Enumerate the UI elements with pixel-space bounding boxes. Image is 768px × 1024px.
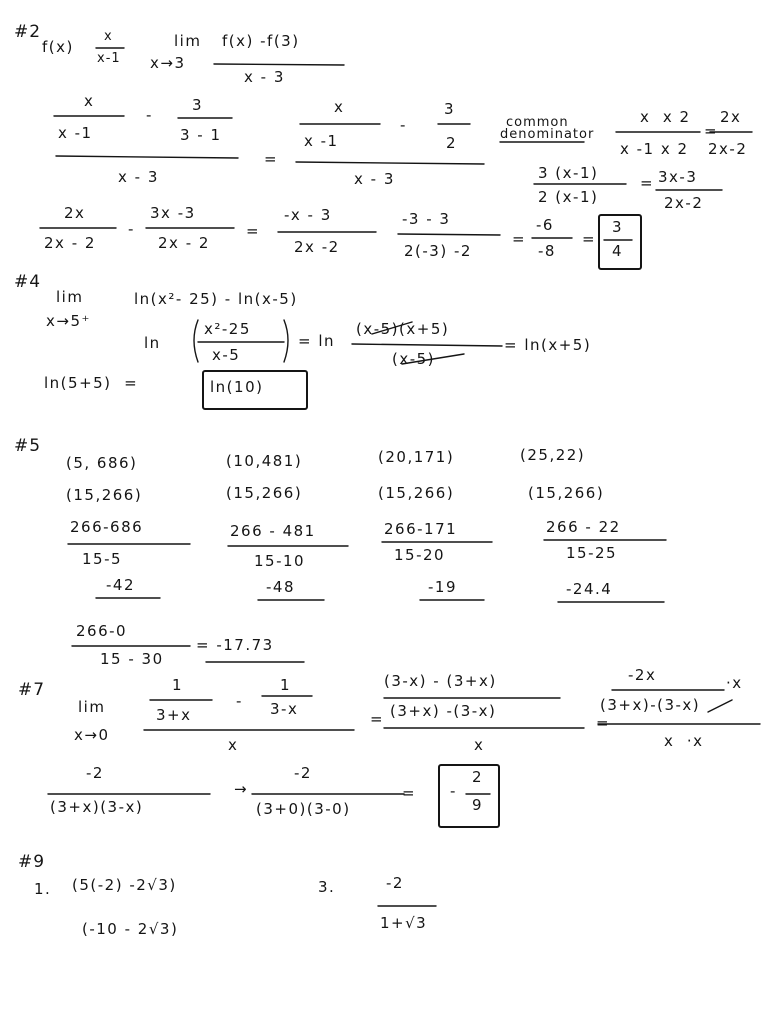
step1-fraction-a-numerator: x [84,92,95,110]
extra-slope-result: = -17.73 [196,636,274,654]
base-point-2: (15,266) [226,484,303,502]
p7-d-multiplier: ·x [726,674,743,692]
p7-equals: = [370,710,385,728]
p7-f-numerator: -2 [294,764,312,782]
step3-fraction-a-denominator: 2x - 2 [44,234,96,252]
cd1-result-numerator: 2x [720,108,742,126]
factored-denominator: (x-5) [392,350,436,368]
p7-main-denominator: x [228,736,239,754]
step1-fraction-a-denominator: x -1 [58,124,93,142]
step1-equals: = [264,150,279,168]
point-4: (25,22) [520,446,586,464]
cd2-result-numerator: 3x-3 [658,168,698,186]
limit-subscript: x→3 [150,54,186,72]
p7-e-denominator: (3+x)(3-x) [50,798,144,816]
extra-slope-numerator: 266-0 [76,622,128,640]
item-1-line-2: (-10 - 2√3) [82,920,179,938]
answer-4: ln(10) [210,378,264,396]
answer-7-numerator: 2 [472,768,484,786]
p7-equals-2: = [596,714,611,732]
step1-fraction-b-denominator: 3 - 1 [180,126,222,144]
limit-word-4: lim [56,288,84,306]
paren-right [284,320,288,362]
function-denominator: x-1 [97,51,121,66]
step1-fraction-b-numerator: 3 [192,96,204,114]
factored-numerator: (x-5)(x+5) [356,320,450,338]
cd1-numerator: x x 2 [640,108,691,126]
step3-equals-2: = [512,230,527,248]
problem-7-label: #7 [18,680,46,700]
answer-7-denominator: 9 [472,796,484,814]
point-1: (5, 686) [66,454,138,472]
p7-fraction-b-numerator: 1 [280,676,292,694]
step2-minus: - [400,116,407,134]
p7-c-denominator: (3+x) -(3-x) [390,702,497,720]
slope-1-value: -42 [106,576,135,594]
p7-arrow: → [234,780,249,798]
item-3-number: 3. [318,878,336,896]
p7-minus: - [236,692,243,710]
log-expression: ln(x²- 25) - ln(x-5) [134,290,298,308]
item-1-number: 1. [34,880,52,898]
step3-fraction-c-numerator: -x - 3 [284,206,332,224]
p7-f-denominator: (3+0)(3-0) [256,800,351,818]
function-numerator: x [104,29,113,44]
ln-label: ln [144,334,161,352]
p7-c-numerator: (3-x) - (3+x) [384,672,497,690]
step1-main-bar [56,156,238,158]
step3-equals: = [246,222,261,240]
step1-denominator: x - 3 [118,168,159,186]
item-3-denominator: 1+√3 [380,914,428,932]
paren-left [194,320,198,362]
cd1-denominator: x -1 x 2 [620,140,689,158]
limit-subscript-4: x→5⁺ [46,312,91,330]
base-point-4: (15,266) [528,484,605,502]
step3-fraction-c-denominator: 2x -2 [294,238,340,256]
slope-4-value: -24.4 [566,580,613,598]
slope-3-numerator: 266-171 [384,520,458,538]
step3-fraction-b-numerator: 3x -3 [150,204,196,222]
slope-2-numerator: 266 - 481 [230,522,316,540]
step3-fraction-e-numerator: -6 [536,216,554,234]
p7-d-denominator: (3+x)-(3-x) [600,696,701,714]
cd2-equals: = [640,174,655,192]
slope-1-denominator: 15-5 [82,550,123,568]
p7-e-numerator: -2 [86,764,104,782]
slope-1-numerator: 266-686 [70,518,144,536]
limit-word-7: lim [78,698,106,716]
point-3: (20,171) [378,448,455,466]
cd2-numerator: 3 (x-1) [538,164,599,182]
problem-5-label: #5 [14,436,42,456]
step2-denominator: x - 3 [354,170,395,188]
cd1-result-denominator: 2x-2 [708,140,748,158]
answer-2-denominator: 4 [612,242,624,260]
cd2-result-denominator: 2x-2 [664,194,704,212]
quotient-numerator: x²-25 [204,320,251,338]
step2-fraction-a-numerator: x [334,98,345,116]
cancel-strike-top [372,322,412,334]
note-common: common [506,115,569,130]
answer-2-numerator: 3 [612,218,624,236]
step3-minus: - [128,220,135,238]
p7-fraction-b-denominator: 3-x [270,700,299,718]
step2-fraction-b-denominator: 2 [446,134,458,152]
difference-quotient-numerator: f(x) -f(3) [222,32,300,50]
p7-d-strike [708,700,732,712]
p7-c-main-denominator: x [474,736,485,754]
step2-fraction-b-numerator: 3 [444,100,456,118]
difference-quotient-denominator: x - 3 [244,68,285,86]
p7-d-numerator: -2x [628,666,657,684]
note-denominator: denominator [500,127,595,142]
problem-2-label: #2 [14,22,42,42]
point-2: (10,481) [226,452,303,470]
step3-fraction-b-denominator: 2x - 2 [158,234,210,252]
function-name: f(x) [42,38,74,56]
difference-quotient-bar [214,64,344,65]
slope-3-value: -19 [428,578,457,596]
cancel-strike-bottom [402,354,464,364]
base-point-3: (15,266) [378,484,455,502]
item-3-numerator: -2 [386,874,404,892]
step2-fraction-a-denominator: x -1 [304,132,339,150]
quotient-denominator: x-5 [212,346,241,364]
step3-equals-3: = [582,230,597,248]
cd1-equals: = [704,122,719,140]
step3-fraction-d-numerator: -3 - 3 [402,210,451,228]
limit-subscript-7: x→0 [74,726,110,744]
problem-4-label: #4 [14,272,42,292]
step3-fraction-d-denominator: 2(-3) -2 [404,242,472,260]
evaluation: ln(5+5) = [44,374,139,392]
slope-4-numerator: 266 - 22 [546,518,621,536]
slope-4-denominator: 15-25 [566,544,618,562]
step3-fraction-e-denominator: -8 [538,242,556,260]
extra-slope-denominator: 15 - 30 [100,650,164,668]
equals-ln: = ln [298,332,336,350]
limit-word: lim [174,32,202,50]
p7-d-main-denominator: x ·x [664,732,704,750]
base-point-1: (15,266) [66,486,143,504]
item-1-line-1: (5(-2) -2√3) [72,876,177,894]
answer-7-sign: - [450,782,457,800]
cd2-denominator: 2 (x-1) [538,188,599,206]
step2-main-bar [296,162,484,164]
p7-fraction-a-numerator: 1 [172,676,184,694]
problem-9-label: #9 [18,852,46,872]
factored-bar [352,344,502,346]
simplified-result: = ln(x+5) [504,336,592,354]
p7-f-equals: = [402,784,417,802]
slope-2-value: -48 [266,578,295,596]
step3-fraction-a-numerator: 2x [64,204,86,222]
step3-d-bar [398,234,500,235]
slope-3-denominator: 15-20 [394,546,446,564]
step1-minus: - [146,106,153,124]
slope-2-denominator: 15-10 [254,552,306,570]
p7-fraction-a-denominator: 3+x [156,706,192,724]
